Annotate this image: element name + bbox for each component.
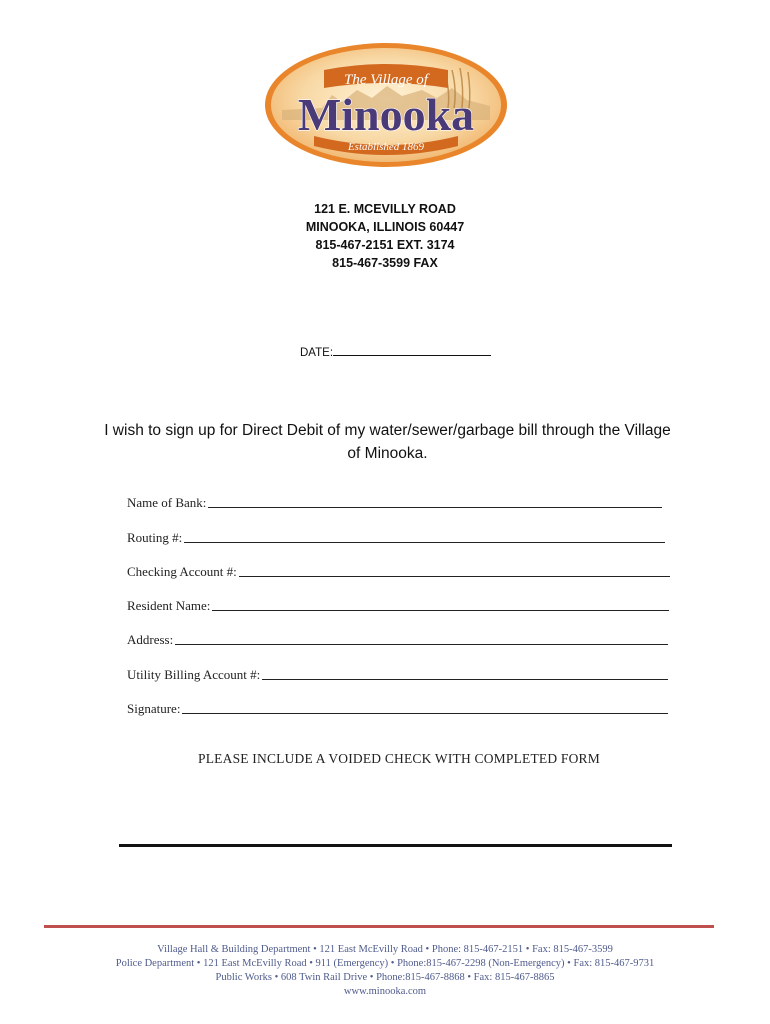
logo-name-text: Minooka: [297, 89, 475, 140]
address-phone: 815-467-2151 EXT. 3174: [315, 238, 455, 252]
signature-field[interactable]: [127, 699, 668, 717]
address-field[interactable]: [127, 630, 668, 648]
resident-name-field[interactable]: [127, 596, 669, 614]
address-street: 121 E. MCEVILLY ROAD: [314, 202, 456, 216]
date-label: DATE:: [300, 347, 334, 359]
routing-number-blank[interactable]: [184, 530, 665, 543]
address-block: [0, 200, 770, 272]
thick-divider: [119, 844, 672, 847]
utility-billing-account-label: Utility Billing Account #:: [127, 667, 261, 682]
checking-account-field[interactable]: [127, 562, 670, 580]
bank-name-blank[interactable]: [208, 495, 662, 508]
voided-check-notice: PLEASE INCLUDE A VOIDED CHECK WITH COMPLETED FORM: [198, 751, 600, 766]
address-label: Address:: [127, 632, 174, 647]
address-fax: 815-467-3599 FAX: [332, 256, 438, 270]
footer-website-link[interactable]: www.minooka.com: [343, 986, 427, 997]
footer-contact-info: [0, 943, 770, 999]
utility-billing-account-blank[interactable]: [262, 667, 668, 680]
date-field[interactable]: [300, 344, 491, 359]
bank-name-label: Name of Bank:: [127, 495, 207, 510]
utility-billing-account-field[interactable]: [127, 665, 668, 683]
footer-divider: [44, 925, 714, 928]
footer-village-hall: Village Hall & Building Department • 121 East McEvilly Road • Phone: 815-467-2151 • Fax: 815-467-3599: [157, 944, 613, 955]
address-city: MINOOKA, ILLINOIS 60447: [305, 220, 465, 234]
village-logo: [262, 40, 510, 170]
date-blank[interactable]: [333, 344, 491, 356]
address-blank[interactable]: [175, 632, 668, 645]
signature-label: Signature:: [127, 701, 181, 716]
checking-account-label: Checking Account #:: [127, 564, 237, 579]
logo-established-text: Established 1869: [347, 141, 425, 153]
checking-account-blank[interactable]: [239, 564, 670, 577]
footer-police: Police Department • 121 East McEvilly Road • 911 (Emergency) • Phone:815-467-2298 (Non-Emergency) • Fax: 815-467-9731: [115, 958, 655, 969]
bank-name-field[interactable]: [127, 493, 662, 511]
routing-number-field[interactable]: [127, 528, 665, 546]
routing-number-label: Routing #:: [127, 530, 183, 545]
signature-blank[interactable]: [182, 701, 668, 714]
logo-village-of-text: The Village of: [344, 72, 428, 88]
footer-public-works: Public Works • 608 Twin Rail Drive • Phone:815-467-8868 • Fax: 815-467-8865: [215, 972, 555, 983]
resident-name-blank[interactable]: [212, 598, 669, 611]
intro-statement: I wish to sign up for Direct Debit of my water/sewer/garbage bill through the Village of Minooka.: [104, 422, 671, 462]
resident-name-label: Resident Name:: [127, 598, 211, 613]
